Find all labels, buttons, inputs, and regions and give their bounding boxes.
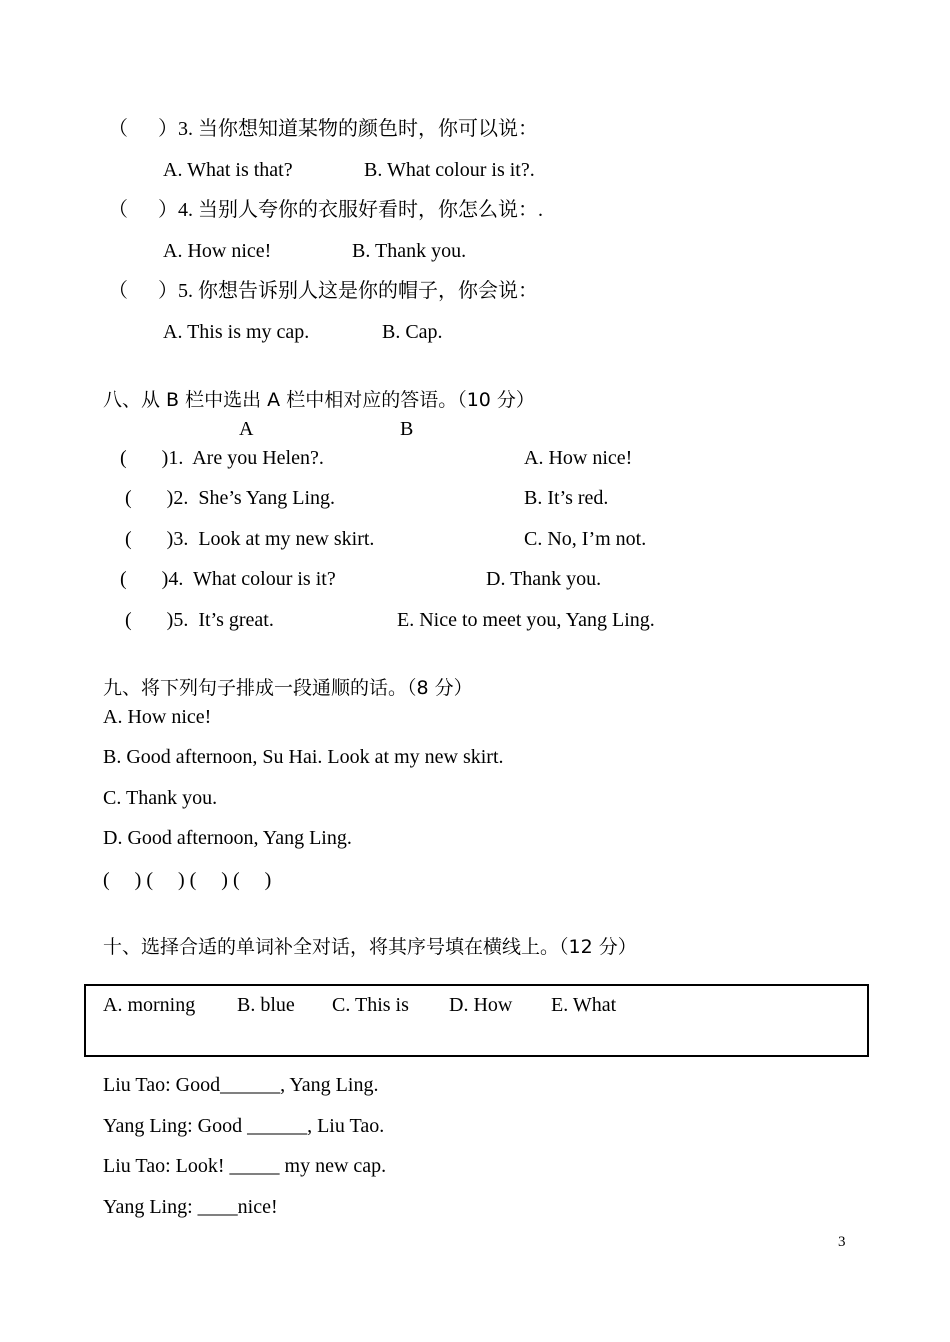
dialogue-line-2: Yang Ling: Good ______, Liu Tao. (103, 1115, 385, 1137)
section9-title: 九、将下列句子排成一段通顺的话。（8 分） (103, 677, 473, 699)
sentence-a: A. How nice! (103, 706, 212, 728)
match-right-4: D. Thank you. (486, 568, 602, 590)
column-a-header: A (239, 418, 254, 440)
word-option-b: B. blue (237, 994, 295, 1016)
word-option-c: C. This is (332, 994, 409, 1016)
q5-prompt: （ ）5. 你想告诉别人这是你的帽子，你会说： (108, 280, 538, 302)
match-right-1: A. How nice! (524, 447, 633, 469)
column-b-header: B (400, 418, 414, 440)
dialogue-line-3: Liu Tao: Look! _____ my new cap. (103, 1155, 387, 1177)
page-number: 3 (838, 1234, 846, 1250)
section8-title: 八、从 B 栏中选出 A 栏中相对应的答语。（10 分） (103, 389, 535, 411)
q3-option-b: B. What colour is it?. (364, 159, 535, 181)
match-left-2: ( )2. She’s Yang Ling. (125, 487, 336, 509)
q3-prompt: （ ）3. 当你想知道某物的颜色时，你可以说： (108, 118, 538, 140)
q4-option-b: B. Thank you. (352, 240, 467, 262)
q5-option-a: A. This is my cap. (163, 321, 310, 343)
q4-prompt: （ ）4. 当别人夸你的衣服好看时，你怎么说：. (108, 199, 543, 221)
match-left-4: ( )4. What colour is it? (120, 568, 336, 590)
sentence-d: D. Good afternoon, Yang Ling. (103, 827, 352, 849)
order-answer-line: ( ) ( ) ( ) ( ) (103, 869, 272, 891)
section10-title: 十、选择合适的单词补全对话，将其序号填在横线上。（12 分） (103, 936, 637, 958)
q5-option-b: B. Cap. (382, 321, 443, 343)
match-right-3: C. No, I’m not. (524, 528, 647, 550)
match-left-1: ( )1. Are you Helen?. (120, 447, 324, 469)
match-left-3: ( )3. Look at my new skirt. (125, 528, 375, 550)
q4-option-a: A. How nice! (163, 240, 272, 262)
word-option-d: D. How (449, 994, 513, 1016)
dialogue-line-4: Yang Ling: ____nice! (103, 1196, 278, 1218)
match-left-5: ( )5. It’s great. (125, 609, 274, 631)
word-option-a: A. morning (103, 994, 196, 1016)
q3-option-a: A. What is that? (163, 159, 293, 181)
sentence-b: B. Good afternoon, Su Hai. Look at my new skirt. (103, 746, 504, 768)
dialogue-line-1: Liu Tao: Good______, Yang Ling. (103, 1074, 379, 1096)
word-option-e: E. What (551, 994, 617, 1016)
match-right-2: B. It’s red. (524, 487, 609, 509)
sentence-c: C. Thank you. (103, 787, 218, 809)
match-right-5: E. Nice to meet you, Yang Ling. (397, 609, 655, 631)
